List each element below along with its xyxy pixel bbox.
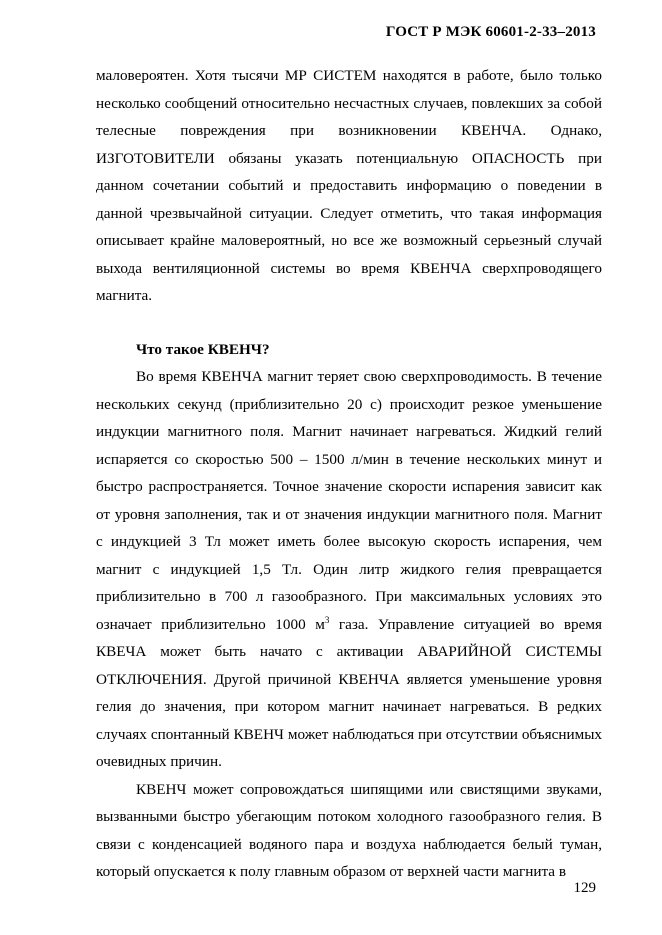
superscript-cubic: 3 [324, 614, 330, 625]
section-heading: Что такое КВЕНЧ? [136, 340, 270, 358]
paragraph-text-part-1: Во время КВЕНЧА магнит теряет свою сверхпроводимость. В течение нескольких секунд (приблизительно 20 с) происходит резкое уменьшение индукции магнитного поля. Магнит начинает нагреваться. Жидкий гелий испаряется со скоростью 500 – 1500 л/мин в течение нескольких минут и быстро распространяется. Точное значение скорости испарения зависит как от уровня заполнения, так и от значения индукции магнитного поля. Магнит с индукцией 3 Тл может иметь более высокую скорость испарения, чем магнит с индукцией 1,5 Тл. Один литр жидкого гелия превращается приблизительно в 700 л газообразного. При максимальных условиях это означает приблизительно 1000 м [96, 368, 602, 633]
document-header: ГОСТ Р МЭК 60601-2-33–2013 [385, 24, 596, 40]
paragraph-continuation: маловероятен. Хотя тысячи МР СИСТЕМ находятся в работе, было только несколько сообщений относительно несчастных случаев, повлекших за собой телесные повреждения при возникновении КВЕНЧА. Однако, ИЗГОТОВИТЕЛИ обязаны указать потенциальную ОПАСНОСТЬ при данном сочетании событий и предоставить информацию о поведении в данной чрезвычайной ситуации. Следует отметить, что такая информация описывает крайне маловероятный, но все же возможный серьезный случай выхода вентиляционной системы во время КВЕНЧА сверхпроводящего магнита. [96, 67, 602, 304]
section-spacer [96, 310, 602, 336]
paragraph-quench-description [96, 363, 602, 776]
paragraph-text-part-2: газа. Управление ситуацией во время КВЕЧА может быть начато с активации АВАРИЙНОЙ СИСТЕМЫ ОТКЛЮЧЕНИЯ. Другой причиной КВЕНЧА является уменьшение уровня гелия до значения, при котором магнит начинает нагреваться. В редких случаях спонтанный КВЕНЧ может наблюдаться при отсутствии объяснимых очевидных причин. [96, 615, 602, 770]
page-number: 129 [573, 880, 596, 896]
document-body [96, 62, 602, 886]
paragraph-quench-sounds: КВЕНЧ может сопровождаться шипящими или свистящими звуками, вызванными быстро убегающим потоком холодного газообразного гелия. В связи с конденсацией водяного пара и воздуха наблюдается белый туман, который опускается к полу главным образом от верхней части магнита в [96, 780, 602, 880]
